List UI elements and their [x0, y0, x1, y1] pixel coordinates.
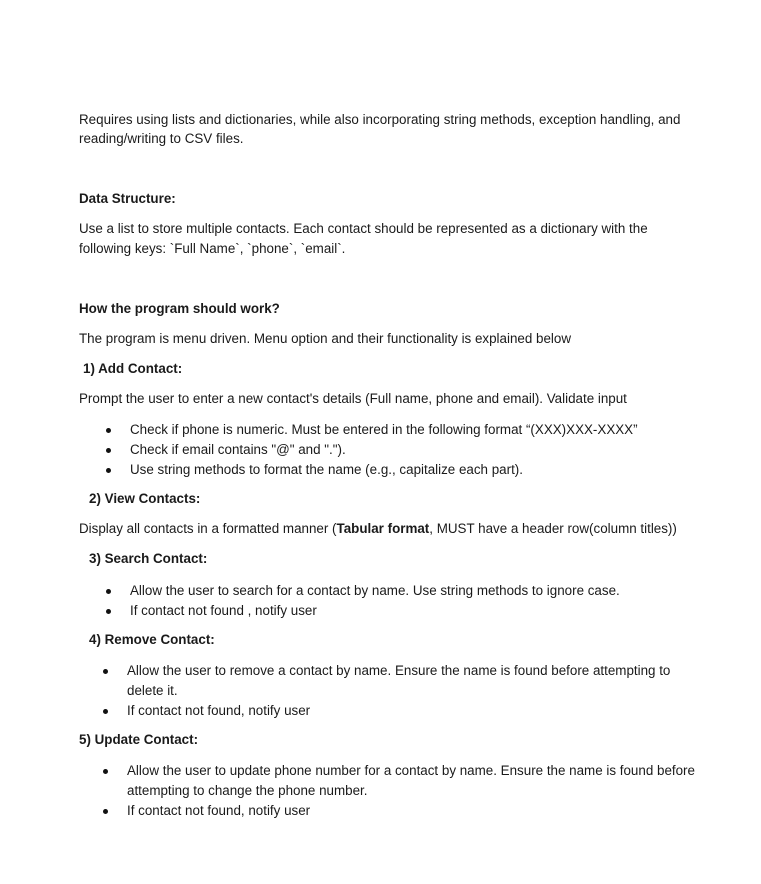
intro-line-2: reading/writing to CSV files.	[79, 131, 244, 146]
remove-bullet-1-line-2: delete it.	[127, 683, 178, 698]
search-bullet-2: If contact not found , notify user	[130, 603, 317, 618]
update-bullet-1-line-2: attempting to change the phone number.	[127, 783, 368, 798]
view-text-bold: Tabular format	[336, 521, 430, 536]
data-structure-line-2: following keys: `Full Name`, `phone`, `email`.	[79, 241, 346, 256]
remove-bullet-1-line-1: Allow the user to remove a contact by name. Ensure the name is found before attempting to	[127, 663, 671, 678]
bullet-icon	[103, 809, 108, 814]
view-contacts-text	[79, 519, 677, 539]
intro-line-1: Requires using lists and dictionaries, while also incorporating string methods, exception handling, and	[79, 112, 681, 127]
add-bullet-1: Check if phone is numeric. Must be entered in the following format “(XXX)XXX-XXXX”	[130, 422, 638, 437]
how-heading: How the program should work?	[79, 301, 280, 316]
bullet-icon	[106, 589, 111, 594]
update-bullet-1-line-1: Allow the user to update phone number for a contact by name. Ensure the name is found before	[127, 763, 695, 778]
update-contact-heading: 5) Update Contact:	[79, 732, 199, 747]
bullet-icon	[103, 709, 108, 714]
how-text: The program is menu driven. Menu option and their functionality is explained below	[79, 331, 572, 346]
add-bullet-3: Use string methods to format the name (e.g., capitalize each part).	[130, 462, 523, 477]
add-bullet-2: Check if email contains "@" and ".").	[130, 442, 346, 457]
add-contact-text: Prompt the user to enter a new contact's details (Full name, phone and email). Validate input	[79, 391, 627, 406]
add-contact-heading: 1) Add Contact:	[83, 361, 183, 376]
remove-bullet-2: If contact not found, notify user	[127, 703, 311, 718]
remove-contact-heading: 4) Remove Contact:	[89, 632, 215, 647]
bullet-icon	[106, 609, 111, 614]
data-structure-line-1: Use a list to store multiple contacts. Each contact should be represented as a dictionary with the	[79, 221, 648, 236]
bullet-icon	[106, 428, 111, 433]
search-bullet-1: Allow the user to search for a contact by name. Use string methods to ignore case.	[130, 583, 620, 598]
bullet-icon	[103, 769, 108, 774]
search-contact-heading: 3) Search Contact:	[89, 551, 208, 566]
update-bullet-2: If contact not found, notify user	[127, 803, 311, 818]
bullet-icon	[103, 669, 108, 674]
view-text-before: Display all contacts in a formatted manner (	[79, 521, 337, 536]
view-text-after: , MUST have a header row(column titles))	[429, 521, 677, 536]
bullet-icon	[106, 468, 111, 473]
bullet-icon	[106, 448, 111, 453]
data-structure-heading: Data Structure:	[79, 191, 176, 206]
view-contacts-heading: 2) View Contacts:	[89, 491, 201, 506]
